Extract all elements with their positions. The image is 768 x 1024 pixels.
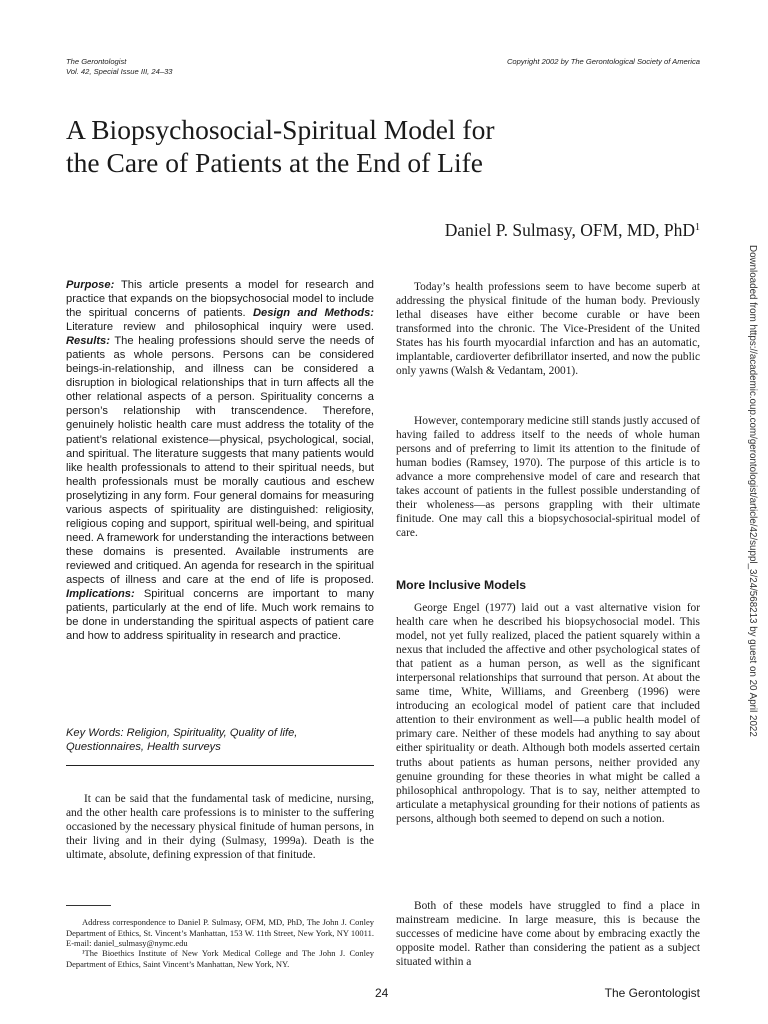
body-paragraph-2: However, contemporary medicine still stands justly accused of having failed to address itself to the needs of whole human persons and of preferring to limit its attention to the finitude of human bodies (Ramsey, 1970). The purpose of this article is to advance a more comprehensive model of care and research that takes account of patients in the fullest possible understanding of their wholeness—as persons grappling with their ultimate finitude. One may call this a biopsychosocial-spiritual model of care. xyxy=(396,415,700,540)
results-text: The healing professions should serve the needs of patients as whole persons. Persons can be considered beings-in-relationship, and illness can be considered a disruption in biological relationships that in turn affects all the other relational aspects of a person. Spirituality concerns a person’s relationship with transcendence. Therefore, genuinely holistic health care must address the totality of the patient’s relational existence—physical, psychological, social, and spiritual. The literature suggests that many patients would like health professionals to attend to their spiritual needs, but health professionals must be morally cautious and eschew proselytizing in any form. Four general domains for measuring various aspects of spirituality are distinguished: religiosity, religious coping and support, spiritual well-being, and spiritual need. A framework for understanding the interactions between these domains is presented. Available instruments are reviewed and critiqued. An agenda for research in the spiritual aspects of illness and care at the end of life is proposed. xyxy=(66,335,374,586)
body-paragraph-3: George Engel (1977) laid out a vast alternative vision for health care when he described his biopsychosocial model. This model, not yet fully realized, placed the patient squarely within a nexus that included the affective and other psychological states of that patient as a human person, as well as the significant interpersonal relationships that surround that person. At about the same time, White, Williams, and Greenberg (1996) were introducing an ecological model of patient care that included attention to their environment as well—a public health model of primary care. Neither of these models had anything to say about either spirituality or death. Although both models asserted certain truths about patients as human persons, neither provided any genuine grounding for these theories in what might be called a philosophical anthropology. That is to say, neither attempted to articulate a metaphysical grounding for their notions of patients as persons, although both seemed to depend on such a notion. xyxy=(396,602,700,825)
footnote-divider xyxy=(66,905,111,906)
design-label: Design and Methods: xyxy=(252,307,374,320)
implications-text: Spiritual concerns are important to many patients, particularly at the end of life. Much work remains to be done in understanding the spiritual aspects of patient care and how to address spirituality in research and practice. xyxy=(66,588,374,643)
author-footnote-mark: 1 xyxy=(695,222,700,233)
title-line-1: A Biopsychosocial-Spiritual Model for xyxy=(66,114,495,145)
correspondence-footnote: Address correspondence to Daniel P. Sulmasy, OFM, MD, PhD, The John J. Conley Department of Ethics, St. Vincent’s Manhattan, 153 W. 11th Street, New York, NY 10011. E-mail: daniel_sulmasy@nymc.edu xyxy=(66,917,374,949)
affiliation-footnote: ¹The Bioethics Institute of New York Medical College and The John J. Conley Department of Ethics, Saint Vincent’s Manhattan, New York, NY. xyxy=(66,948,374,969)
journal-name: The Gerontologist xyxy=(66,57,127,66)
body-paragraph-1: Today’s health professions seem to have become superb at addressing the physical finitude of the human body. Previously lethal diseases have either become curable or have been transformed into the chronic. The Vice-President of the United States has his fourth myocardial infarction and has an automatic, implantable, cardioverter defibrillator inserted, and now the public only yawns (Walsh & Vedantam, 2001). xyxy=(396,281,700,378)
footer-journal-name: The Gerontologist xyxy=(604,986,700,1000)
download-watermark xyxy=(742,245,762,1005)
title-line-2: the Care of Patients at the End of Life xyxy=(66,147,483,178)
keywords-divider xyxy=(66,765,374,766)
copyright-notice: Copyright 2002 by The Gerontological Society of America xyxy=(506,57,700,66)
design-text: Literature review and philosophical inquiry were used. xyxy=(66,321,374,334)
keywords: Key Words: Religion, Spirituality, Quality of life, Questionnaires, Health surveys xyxy=(66,727,298,753)
purpose-label: Purpose: xyxy=(66,279,115,291)
implications-label: Implications: xyxy=(66,588,135,601)
volume-info: Vol. 42, Special Issue III, 24–33 xyxy=(66,66,173,76)
page-number: 24 xyxy=(375,986,389,1000)
running-header-left xyxy=(66,57,173,76)
results-label: Results: xyxy=(66,335,110,348)
section-heading: More Inclusive Models xyxy=(396,578,527,592)
article-title xyxy=(66,113,706,179)
download-watermark-text: Downloaded from https://academic.oup.com/gerontologist/article/42/suppl_3/24/568213 by guest on 20 April 2022 xyxy=(747,245,758,737)
purpose-text: This article presents a model for research and practice that expands on the biopsychosocial model to include the spiritual concerns of patients. xyxy=(66,279,374,320)
intro-paragraph: It can be said that the fundamental task of medicine, nursing, and the other health care professions is to minister to the suffering occasioned by the necessary physical finitude of human persons, in their living and in their dying (Sulmasy, 1999a). Death is the ultimate, absolute, defining expression of that finitude. xyxy=(66,793,374,862)
body-paragraph-4: Both of these models have struggled to find a place in mainstream medicine. In large measure, this is because the successes of medicine have come about by embracing exactly the opposite model. Rather than considering the patient as a subject situated within a xyxy=(396,900,700,969)
abstract xyxy=(66,278,374,643)
author-name: Daniel P. Sulmasy, OFM, MD, PhD xyxy=(444,220,695,240)
author-line xyxy=(445,220,700,241)
